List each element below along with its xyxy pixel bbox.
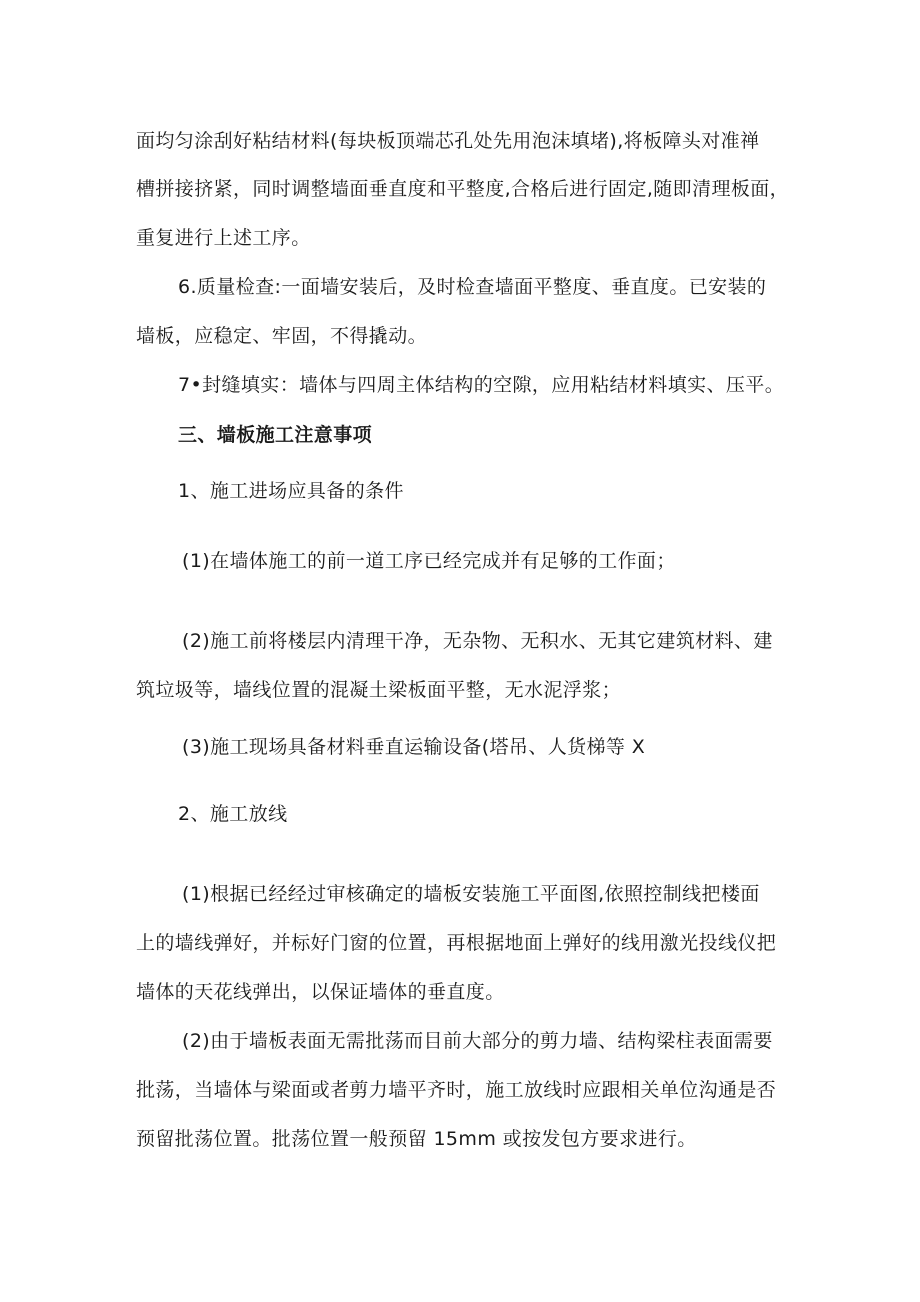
list-item-text: 墙体的天花线弹出，以保证墙体的垂直度。 (136, 981, 505, 1003)
section-heading: 三、墙板施工注意事项 (178, 424, 373, 446)
list-item-text: 上的墙线弹好，并标好门窗的位置，再根据地面上弹好的线用激光投线仪把 (136, 932, 777, 954)
subsection-heading: 2、施工放线 (178, 803, 288, 825)
body-text-line: 墙板，应稳定、牢固，不得撬动。 (136, 325, 428, 347)
list-item-text: (3)施工现场具备材料垂直运输设备(塔吊、人货梯等 X (182, 736, 646, 758)
list-item-text: (2)施工前将楼层内清理干净，无杂物、无积水、无其它建筑材料、建 (182, 630, 773, 652)
body-text-line: 槽拼接挤紧，同时调整墙面垂直度和平整度,合格后进行固定,随即清理板面， (136, 178, 790, 200)
list-item-text: 筑垃圾等，墙线位置的混凝土梁板面平整，无水泥浮浆； (136, 679, 622, 701)
list-item-text: (2)由于墙板表面无需批荡而目前大部分的剪力墙、结构梁柱表面需要 (182, 1030, 773, 1052)
list-item-text: 预留批荡位置。批荡位置一般预留 15mm 或按发包方要求进行。 (136, 1128, 697, 1150)
body-text-line: 重复进行上述工序。 (136, 227, 311, 249)
subsection-heading: 1、施工进场应具备的条件 (178, 480, 404, 502)
body-text-line: 7•封缝填实：墙体与四周主体结构的空隙，应用粘结材料填实、压平。 (178, 374, 785, 396)
list-item-text: 批荡，当墙体与梁面或者剪力墙平齐时，施工放线时应跟相关单位沟通是否 (136, 1079, 777, 1101)
list-item-text: (1)根据已经经过审核确定的墙板安装施工平面图,依照控制线把楼面 (182, 883, 760, 905)
body-text-line: 面均匀涂刮好粘结材料(每块板顶端芯孔处先用泡沫填堵),将板障头对准禅 (136, 130, 760, 152)
list-item-text: (1)在墙体施工的前一道工序已经完成并有足够的工作面； (182, 550, 676, 572)
body-text-line: 6.质量检查:一面墙安装后，及时检查墙面平整度、垂直度。已安装的 (178, 276, 767, 298)
